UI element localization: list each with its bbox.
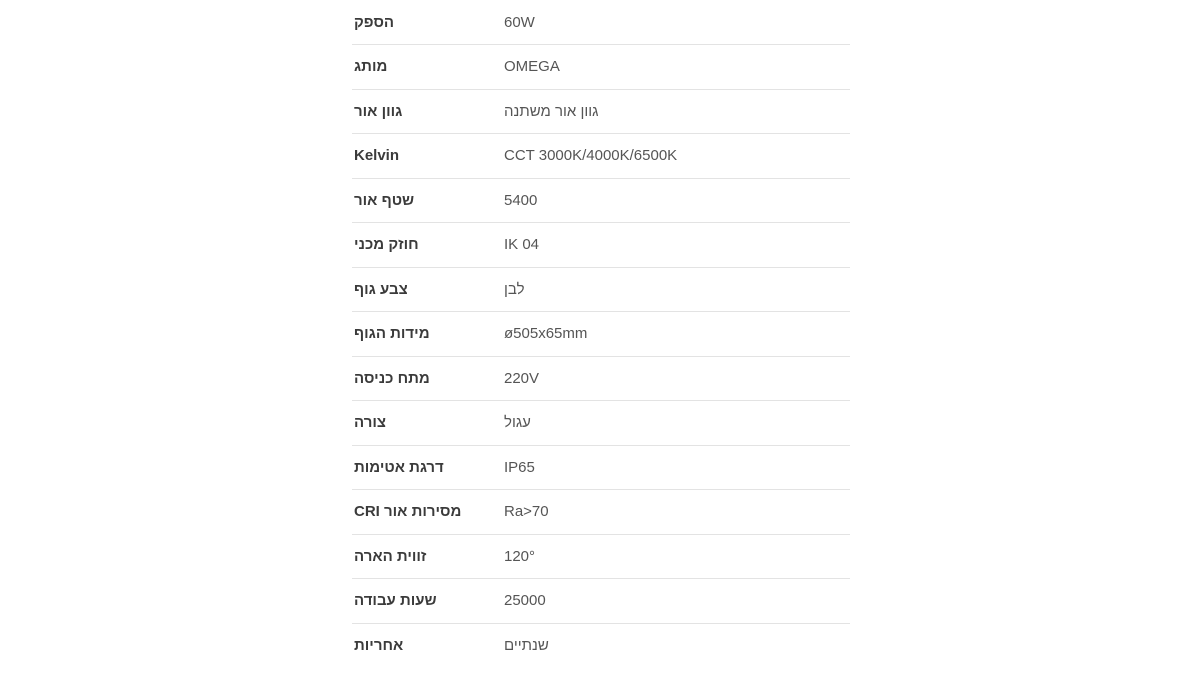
spec-value: 120° (502, 534, 850, 579)
table-row (352, 223, 850, 268)
spec-value: שנתיים (504, 637, 549, 654)
table-row (352, 312, 850, 357)
spec-value: Ra>70 (502, 490, 850, 535)
spec-label: Kelvin (352, 134, 502, 179)
spec-value: 25000 (502, 579, 850, 624)
spec-label: שעות עבודה (352, 579, 502, 624)
spec-value: עגול (502, 401, 850, 446)
specifications-table (352, 0, 850, 668)
spec-label: חוזק מכני (352, 223, 502, 268)
spec-label: הספק (352, 0, 502, 45)
table-row (352, 401, 850, 446)
spec-value: לבן (502, 267, 850, 312)
spec-label: צורה (352, 401, 502, 446)
table-row (352, 579, 850, 624)
table-row (352, 267, 850, 312)
spec-label: דרגת אטימות (352, 445, 502, 490)
spec-value: OMEGA (502, 45, 850, 90)
spec-label: צבע גוף (352, 267, 502, 312)
table-row (352, 445, 850, 490)
specifications-table-body (352, 0, 850, 668)
spec-value: 220V (502, 356, 850, 401)
table-row (352, 89, 850, 134)
table-row (352, 356, 850, 401)
spec-label: מתח כניסה (352, 356, 502, 401)
spec-value: גוון אור משתנה (502, 89, 850, 134)
table-row (352, 45, 850, 90)
spec-value: 60W (502, 0, 850, 45)
spec-value: IK 04 (502, 223, 850, 268)
table-row (352, 178, 850, 223)
table-row (352, 134, 850, 179)
spec-value: ø505x65mm (502, 312, 850, 357)
table-row (352, 623, 850, 668)
specifications-table-container (350, 0, 850, 668)
spec-label: מידות הגוף (352, 312, 502, 357)
table-row (352, 0, 850, 45)
spec-label: גוון אור (352, 89, 502, 134)
table-row (352, 490, 850, 535)
table-row (352, 534, 850, 579)
spec-label: שטף אור (352, 178, 502, 223)
spec-label: אחריות (354, 637, 404, 654)
spec-label: מותג (352, 45, 502, 90)
spec-value: IP65 (502, 445, 850, 490)
spec-label: זווית הארה (352, 534, 502, 579)
spec-value: CCT 3000K/4000K/6500K (502, 134, 850, 179)
spec-value: 5400 (502, 178, 850, 223)
spec-label: מסירות אור CRI (352, 490, 502, 535)
